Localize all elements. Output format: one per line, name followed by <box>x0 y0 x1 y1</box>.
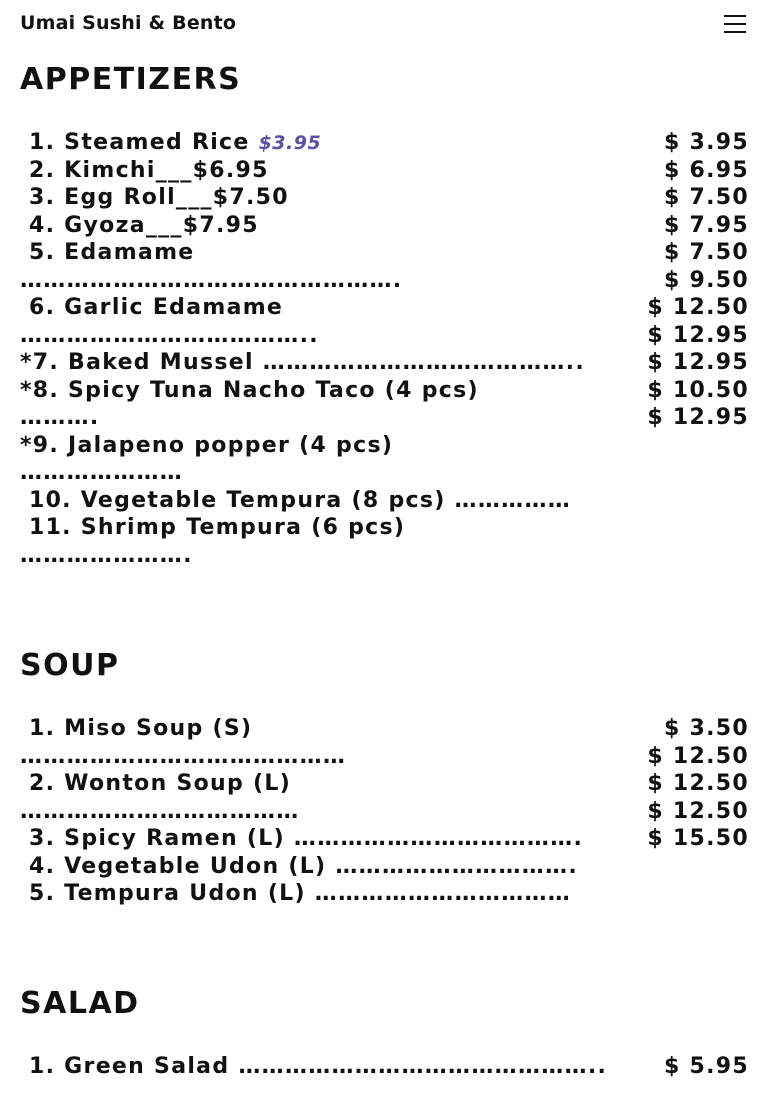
menu-item: ……………………………… <box>20 798 300 824</box>
price: $ 6.95 <box>663 157 749 183</box>
price: $ 12.50 <box>647 295 749 320</box>
menu-item: *8. Spicy Tuna Nacho Taco (4 pcs) <box>20 377 479 403</box>
menu-line <box>724 15 746 17</box>
menu-item: ………. <box>20 405 100 430</box>
price: $ 7.50 <box>663 240 749 265</box>
price: $ 7.95 <box>663 212 749 238</box>
appetizers-section <box>0 62 770 568</box>
section-title: SOUP <box>20 648 120 683</box>
menu-item: 2. Kimchi___$6.95 <box>20 157 269 183</box>
menu-item: 1. Miso Soup (S) <box>20 716 253 741</box>
menu-item: 4. Vegetable Udon (L) …………………………. <box>20 853 579 879</box>
menu-item: …………………………………… <box>20 743 347 769</box>
menu-item <box>20 129 620 157</box>
menu-line <box>724 23 746 25</box>
price: $ 3.50 <box>663 716 749 741</box>
section-title: SALAD <box>20 986 140 1021</box>
price: $ 12.50 <box>647 743 749 769</box>
menu-item: ………………… <box>20 460 184 485</box>
soup-items <box>0 715 770 915</box>
menu-item: 4. Gyoza___$7.95 <box>20 212 259 238</box>
menu-item: 6. Garlic Edamame <box>20 295 284 320</box>
price: $ 3.95 <box>663 130 749 155</box>
price: $ 12.95 <box>647 405 749 430</box>
site-title[interactable]: Umai Sushi & Bento <box>20 12 237 34</box>
price: $ 9.50 <box>663 267 749 293</box>
item-prices <box>647 129 749 432</box>
price: $ 5.95 <box>663 1054 749 1079</box>
menu-item: 11. Shrimp Tempura (6 pcs) <box>20 515 406 540</box>
menu-item: 3. Egg Roll___$7.50 <box>20 185 289 210</box>
item-names <box>20 715 620 908</box>
appetizers-items <box>0 129 770 579</box>
price: $ 7.50 <box>663 185 749 210</box>
item-prices <box>647 715 749 853</box>
salad-section <box>0 986 770 1079</box>
menu-item: 5. Tempura Udon (L) …………………………… <box>20 881 572 906</box>
menu-item: 1. Green Salad ……………………………………….. <box>20 1054 608 1079</box>
price: $ 12.50 <box>647 798 749 824</box>
price: $ 12.95 <box>647 350 749 375</box>
menu-item: 5. Edamame <box>20 240 195 265</box>
item-names <box>20 1053 620 1081</box>
menu-item: 3. Spicy Ramen (L) ………………………………. <box>20 826 584 851</box>
menu-item: *7. Baked Mussel ………………………………….. <box>20 350 585 375</box>
top-bar <box>0 0 770 50</box>
item-names <box>20 129 620 569</box>
price: $ 15.50 <box>647 826 749 851</box>
item-text: 1. Steamed Rice <box>20 130 259 155</box>
menu-item: 10. Vegetable Tempura (8 pcs) …………… <box>20 487 572 513</box>
menu-item: …………………………………………. <box>20 267 403 293</box>
salad-items <box>0 1053 770 1093</box>
menu-line <box>724 31 746 33</box>
menu-item: *9. Jalapeno popper (4 pcs) <box>20 432 394 458</box>
menu-item: …………………. <box>20 542 193 568</box>
menu-item: ……………………………….. <box>20 322 319 348</box>
price: $ 12.95 <box>647 322 749 348</box>
hamburger-menu-icon[interactable] <box>724 15 746 35</box>
item-prices <box>664 1053 749 1081</box>
price: $ 12.50 <box>647 771 749 796</box>
accent-price: $3.95 <box>258 132 322 154</box>
price: $ 10.50 <box>647 377 749 403</box>
soup-section <box>0 648 770 906</box>
menu-item: 2. Wonton Soup (L) <box>20 771 292 796</box>
section-title: APPETIZERS <box>20 62 242 97</box>
